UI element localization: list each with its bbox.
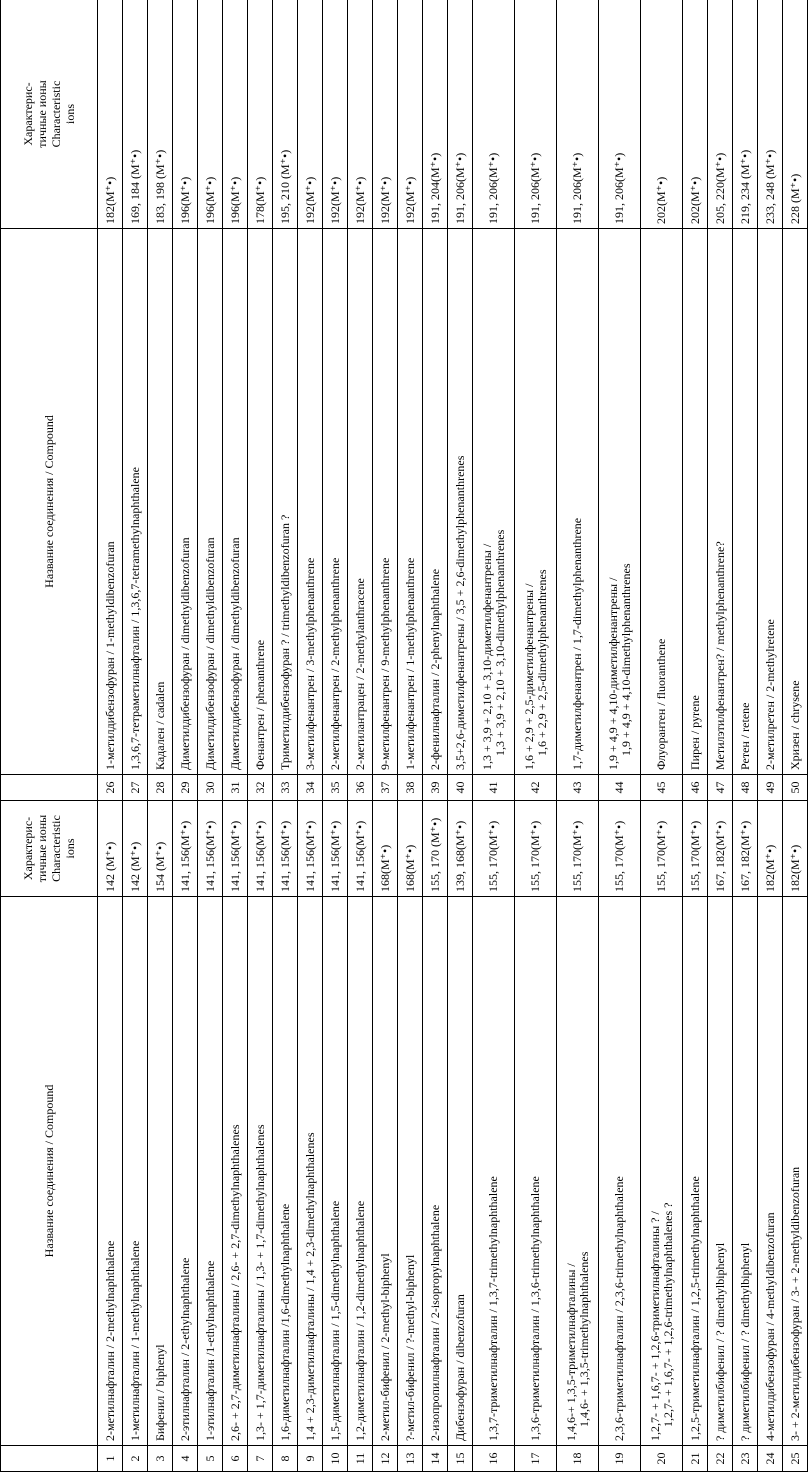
ions-header-line: Characteristic xyxy=(49,80,63,148)
compound-name-line: 1,6 + 2,9 + 2,5-dimethylphenanthrenes xyxy=(534,569,549,756)
row-number: 7 xyxy=(248,1446,273,1472)
compound-name xyxy=(148,229,173,775)
compound-name-line: 1,7-диметилфенантрен / 1,7-dimethylphenanthrene xyxy=(570,517,584,770)
compound-name xyxy=(273,897,298,1446)
compound-name-line: 1,5-диметилнафталин / 1,5-dimethylnaphthalene xyxy=(327,1200,342,1441)
compound-header: Название соединения / Compound xyxy=(1,897,98,1446)
compound-name xyxy=(423,229,448,775)
ions-header-line: ions xyxy=(63,838,77,859)
compound-name-line: 1,4,6-+ 1,3,5-триметилнафталины / xyxy=(563,1263,578,1441)
table-row xyxy=(98,0,123,1472)
compound-name xyxy=(248,229,273,775)
row-number: 35 xyxy=(323,775,348,801)
ions-header xyxy=(1,801,98,897)
table-row xyxy=(173,0,198,1472)
number-header xyxy=(1,775,98,801)
characteristic-ions: 191, 206(M⁺•) xyxy=(473,0,515,229)
characteristic-ions: 141, 156(M⁺•) xyxy=(298,801,323,897)
table-row xyxy=(323,0,348,1472)
characteristic-ions: 155, 170(M⁺•) xyxy=(641,801,683,897)
compound-name-line: 1,4,6- + 1,3,5-trimethylnaphthalenes xyxy=(576,1251,591,1427)
row-number: 39 xyxy=(423,775,448,801)
characteristic-ions: 141, 156(M⁺•) xyxy=(198,801,223,897)
compound-name-line: 9-метилфенантрен / 9-methylphenanthrene xyxy=(377,557,392,770)
compound-name-line: 2-этилнафталин / 2-ethylnaphthalene xyxy=(177,1257,192,1441)
row-number: 16 xyxy=(473,1446,515,1472)
compound-name xyxy=(641,897,683,1446)
characteristic-ions: 167, 182(M⁺•) xyxy=(733,801,758,897)
ions-header-line: ions xyxy=(63,104,77,125)
characteristic-ions: 219, 234 (M⁺•) xyxy=(733,0,758,229)
table-body xyxy=(98,0,808,1472)
compound-name-line: 1,3 + 3,9 + 2,10 + 3,10-диметилфенантрены / xyxy=(479,543,494,770)
row-number: 50 xyxy=(783,775,808,801)
compound-name-line: 1,2,7- + 1,6,7- + 1,2,6-trimethylnaphthalenes ? xyxy=(660,1202,675,1427)
compound-name-line: 1,2-диметилнафталин / 1,2-dimethylnaphthalene xyxy=(352,1200,367,1441)
characteristic-ions: 141, 156(M⁺•) xyxy=(323,801,348,897)
compound-name-line: 2,6- + 2,7-диметилнафталины / 2,6- + 2,7-dimethylnaphthalenes xyxy=(227,1124,242,1441)
compound-name xyxy=(223,229,248,775)
characteristic-ions: 202(M⁺•) xyxy=(641,0,683,229)
characteristic-ions: 155, 170(M⁺•) xyxy=(557,801,599,897)
compound-name xyxy=(708,229,733,775)
compound-name-line: Пирен / pyrene xyxy=(687,695,702,770)
table-row xyxy=(783,0,808,1472)
table-row xyxy=(348,0,373,1472)
row-number: 18 xyxy=(557,1446,599,1472)
compound-name-line: 1,6-диметилнафталин /1,6-dimethylnaphthalene xyxy=(277,1203,292,1441)
row-number: 40 xyxy=(448,775,473,801)
compound-name-line: 1,3,7-триметилнафталин / 1,3,7-trimethylnaphthalene xyxy=(486,1176,500,1441)
compound-name-line: 1,4 + 2,3-диметилнафталины / 1,4 + 2,3-dimethylnaphthalenes xyxy=(302,1132,317,1441)
compound-name-line: Хризен / chrysene xyxy=(787,680,802,770)
row-number: 47 xyxy=(708,775,733,801)
characteristic-ions: 142 (M⁺•) xyxy=(123,801,148,897)
compound-name xyxy=(398,897,423,1446)
compound-name-line: 3,5+2,6-диметилфенантрены / 3,5 + 2,6-dimethylphenanthrenes xyxy=(452,455,467,770)
compound-name xyxy=(173,897,198,1446)
compound-name xyxy=(98,229,123,775)
row-number: 28 xyxy=(148,775,173,801)
ions-header-line: тичные ионы xyxy=(35,814,49,883)
characteristic-ions: 154 (M⁺•) xyxy=(148,801,173,897)
compound-name-line: 1,3,6,7-тетраметилнафталин / 1,3,6,7-tetramethylnaphthalene xyxy=(127,467,142,770)
characteristic-ions: 196(M⁺•) xyxy=(198,0,223,229)
row-number: 21 xyxy=(683,1446,708,1472)
characteristic-ions: 155, 170(M⁺•) xyxy=(683,801,708,897)
compound-name-line: Диметилдибензофуран / dimethyldibenzofuran xyxy=(227,537,242,770)
characteristic-ions: 196(M⁺•) xyxy=(223,0,248,229)
compound-header: Название соединения / Compound xyxy=(1,229,98,775)
characteristic-ions: 228 (M⁺•) xyxy=(783,0,808,229)
characteristic-ions: 182(M⁺•) xyxy=(98,0,123,229)
compound-name-line: ?-метил-бифенил / ?-methyl-biphenyl xyxy=(402,1254,417,1441)
characteristic-ions: 191, 206(M⁺•) xyxy=(448,0,473,229)
compound-name xyxy=(448,229,473,775)
characteristic-ions: 141, 156(M⁺•) xyxy=(273,801,298,897)
characteristic-ions: 139, 168(M⁺•) xyxy=(448,801,473,897)
row-number: 3 xyxy=(148,1446,173,1472)
compound-name xyxy=(123,897,148,1446)
compound-name-line: Дибензофуран / dibenzofuran xyxy=(452,1294,467,1441)
characteristic-ions: 192(M⁺•) xyxy=(373,0,398,229)
table-row xyxy=(148,0,173,1472)
compound-name-line: 1-метилнафталин / 1-methylnaphthalene xyxy=(127,1240,142,1441)
compound-name xyxy=(733,897,758,1446)
compound-name xyxy=(758,897,783,1446)
compound-name-line: 1,2,5-триметилнафталин / 1,2,5-trimethylnaphthalene xyxy=(687,1176,702,1441)
table-row xyxy=(198,0,223,1472)
compound-name xyxy=(323,229,348,775)
characteristic-ions: 183, 198 (M⁺•) xyxy=(148,0,173,229)
compound-name xyxy=(98,897,123,1446)
characteristic-ions: 168(M⁺•) xyxy=(398,801,423,897)
row-number: 25 xyxy=(783,1446,808,1472)
characteristic-ions: 191, 204(M⁺•) xyxy=(423,0,448,229)
compound-name-line: 1-метилдибензофуран / 1-methyldibenzofuran xyxy=(102,541,117,770)
row-number: 38 xyxy=(398,775,423,801)
row-number: 26 xyxy=(98,775,123,801)
table-row xyxy=(423,0,448,1472)
compound-name-line: 1,2,7- + 1,6,7- + 1,2,6-триметилнафталины ? / xyxy=(647,1211,662,1441)
compound-name-line: ? диметилбифенил / ? dimethylbiphenyl xyxy=(737,1242,752,1441)
compound-name-line: Диметилдибензофуран / dimethyldibenzofuran xyxy=(202,537,217,770)
row-number: 34 xyxy=(298,775,323,801)
row-number: 42 xyxy=(515,775,557,801)
row-number: 32 xyxy=(248,775,273,801)
compound-name xyxy=(248,897,273,1446)
row-number: 23 xyxy=(733,1446,758,1472)
characteristic-ions: 182(M⁺•) xyxy=(783,801,808,897)
compound-name xyxy=(783,897,808,1446)
row-number: 33 xyxy=(273,775,298,801)
row-number: 31 xyxy=(223,775,248,801)
compound-name xyxy=(423,897,448,1446)
compound-name-line: 1,9 + 4,9 + 4,10-диметилфенантрены / xyxy=(605,577,620,770)
ions-header-line: Characteristic xyxy=(49,815,63,882)
row-number: 43 xyxy=(557,775,599,801)
compound-name xyxy=(398,229,423,775)
row-number: 4 xyxy=(173,1446,198,1472)
ions-header-line: тичные ионы xyxy=(35,80,49,148)
table-row xyxy=(273,0,298,1472)
compound-name xyxy=(758,229,783,775)
table-row xyxy=(599,0,641,1472)
row-number: 1 xyxy=(98,1446,123,1472)
row-number: 17 xyxy=(515,1446,557,1472)
compound-name xyxy=(448,897,473,1446)
characteristic-ions: 191, 206(M⁺•) xyxy=(515,0,557,229)
compound-name-line: Метилэтилфенантрен? / methylphenanthrene? xyxy=(712,541,727,770)
compound-name-line: Диметилдибензофуран / dimethyldibenzofuran xyxy=(177,537,192,770)
characteristic-ions: 191, 206(M⁺•) xyxy=(557,0,599,229)
compound-name xyxy=(373,229,398,775)
compound-name-line: Флуорантен / fluoranthene xyxy=(654,638,668,770)
characteristic-ions: 178(M⁺•) xyxy=(248,0,273,229)
compound-name xyxy=(599,229,641,775)
table-row xyxy=(733,0,758,1472)
row-number: 12 xyxy=(373,1446,398,1472)
table-row xyxy=(448,0,473,1472)
characteristic-ions: 192(M⁺•) xyxy=(348,0,373,229)
compound-name xyxy=(783,229,808,775)
compound-name xyxy=(683,897,708,1446)
row-number: 10 xyxy=(323,1446,348,1472)
compound-name xyxy=(683,229,708,775)
row-number: 49 xyxy=(758,775,783,801)
compound-name xyxy=(641,229,683,775)
compound-name xyxy=(708,897,733,1446)
table-row xyxy=(515,0,557,1472)
compound-name xyxy=(198,897,223,1446)
characteristic-ions: 155, 170(M⁺•) xyxy=(473,801,515,897)
compound-name-line: 3-метилфенантрен / 3-methylphenanthrene xyxy=(302,557,317,770)
row-number: 30 xyxy=(198,775,223,801)
compound-name xyxy=(373,897,398,1446)
table-row xyxy=(223,0,248,1472)
compound-name xyxy=(273,229,298,775)
row-number: 11 xyxy=(348,1446,373,1472)
compound-name xyxy=(298,897,323,1446)
row-number: 36 xyxy=(348,775,373,801)
characteristic-ions: 167, 182(M⁺•) xyxy=(708,801,733,897)
characteristic-ions: 168(M⁺•) xyxy=(373,801,398,897)
compound-name-line: ? диметилбифенил / ? dimethylbiphenyl xyxy=(712,1242,727,1441)
table-row xyxy=(298,0,323,1472)
characteristic-ions: 192(M⁺•) xyxy=(323,0,348,229)
row-number: 45 xyxy=(641,775,683,801)
compound-name xyxy=(323,897,348,1446)
row-number: 44 xyxy=(599,775,641,801)
row-number: 15 xyxy=(448,1446,473,1472)
characteristic-ions: 169, 184 (M⁺•) xyxy=(123,0,148,229)
row-number: 2 xyxy=(123,1446,148,1472)
compound-name-line: 1,6 + 2,9 + 2,5-диметилфенантрены / xyxy=(521,583,536,770)
compound-name-line: 2-метилантрацен / 2-methylanthracene xyxy=(352,578,367,770)
row-number: 27 xyxy=(123,775,148,801)
row-number: 48 xyxy=(733,775,758,801)
compound-name-line: 2-метил-бифенил / 2-methyl-biphenyl xyxy=(377,1253,392,1441)
characteristic-ions: 155, 170(M⁺•) xyxy=(599,801,641,897)
ions-header-line: Характерис- xyxy=(21,82,35,146)
characteristic-ions: 191, 206(M⁺•) xyxy=(599,0,641,229)
row-number: 13 xyxy=(398,1446,423,1472)
characteristic-ions: 142 (M⁺•) xyxy=(98,801,123,897)
compound-name xyxy=(123,229,148,775)
compound-name-line: 2-метилфенантрен / 2-methylphenanthrene xyxy=(327,557,342,770)
compound-name-line: 1-метилфенантрен / 1-methylphenanthrene xyxy=(402,557,417,770)
compound-name-line: Фенантрен / phenanthrene xyxy=(252,639,267,770)
compound-name-line: 2-метилнафталин / 2-methylnaphthalene xyxy=(102,1240,117,1441)
ions-header-line: Характерис- xyxy=(21,816,35,881)
row-number: 24 xyxy=(758,1446,783,1472)
characteristic-ions: 233, 248 (M⁺•) xyxy=(758,0,783,229)
characteristic-ions: 202(M⁺•) xyxy=(683,0,708,229)
compound-name xyxy=(223,897,248,1446)
compound-name xyxy=(733,229,758,775)
compound-name-line: Ретен / retene xyxy=(737,702,752,770)
compound-name-line: 1,3 + 3,9 + 2,10 + 3,10-dimethylphenanthrenes xyxy=(492,529,507,756)
compound-name-line: 2-фенилнафталин / 2-phenylnaphthalene xyxy=(427,568,442,770)
characteristic-ions: 195, 210 (M⁺•) xyxy=(273,0,298,229)
compound-name xyxy=(348,897,373,1446)
row-number: 5 xyxy=(198,1446,223,1472)
compound-name-line: 3- + 2-метилдибензофуран / 3- + 2-methyldibenzofuran xyxy=(787,1166,802,1441)
compound-name-line: Бифенил / biphenyl xyxy=(152,1344,167,1441)
compound-name xyxy=(298,229,323,775)
characteristic-ions: 192(M⁺•) xyxy=(398,0,423,229)
compound-name xyxy=(348,229,373,775)
compound-name-line: 1-этилнафталин /1-ethylnaphthalene xyxy=(202,1260,217,1441)
table-row xyxy=(641,0,683,1472)
ions-header xyxy=(1,0,98,229)
characteristic-ions: 155, 170 (M⁺•) xyxy=(423,801,448,897)
compound-name xyxy=(473,229,515,775)
characteristic-ions: 155, 170(M⁺•) xyxy=(515,801,557,897)
table-row xyxy=(683,0,708,1472)
row-number: 14 xyxy=(423,1446,448,1472)
table-row xyxy=(123,0,148,1472)
row-number: 46 xyxy=(683,775,708,801)
row-number: 41 xyxy=(473,775,515,801)
compound-name-line: 2-метилретен / 2-methylretene xyxy=(762,619,777,770)
characteristic-ions: 196(M⁺•) xyxy=(173,0,198,229)
compound-name-line: 2-изопропилнафталин / 2-isopropylnaphthalene xyxy=(427,1204,442,1441)
characteristic-ions: 141, 156(M⁺•) xyxy=(223,801,248,897)
compound-name-line: Триметилдибензофуран ? / trimethyldibenzofuran ? xyxy=(277,514,292,770)
header-row xyxy=(1,0,98,1472)
row-number: 9 xyxy=(298,1446,323,1472)
compound-name xyxy=(557,897,599,1446)
characteristic-ions: 141, 156(M⁺•) xyxy=(173,801,198,897)
compound-name xyxy=(515,229,557,775)
compound-name xyxy=(557,229,599,775)
table-row xyxy=(248,0,273,1472)
compound-name xyxy=(148,897,173,1446)
row-number: 6 xyxy=(223,1446,248,1472)
table-row xyxy=(758,0,783,1472)
table-row xyxy=(473,0,515,1472)
compound-name xyxy=(173,229,198,775)
compound-name-line: 1,3,6-триметилнафталин / 1,3,6-trimethylnaphthalene xyxy=(528,1176,542,1441)
compound-name xyxy=(515,897,557,1446)
compound-name-line: 4-метилдибензофуран / 4-methyldibenzofuran xyxy=(762,1212,777,1441)
compound-name-line: 1,9 + 4,9 + 4,10-dimethylphenanthrenes xyxy=(618,563,633,756)
compound-name xyxy=(599,897,641,1446)
compound-name xyxy=(473,897,515,1446)
compound-name-line: 1,3- + 1,7-диметилнафталины / 1,3- + 1,7-dimethylnaphthalenes xyxy=(252,1124,267,1441)
characteristic-ions: 205, 220(M⁺•) xyxy=(708,0,733,229)
compound-name xyxy=(198,229,223,775)
characteristic-ions: 141, 156(M⁺•) xyxy=(248,801,273,897)
compound-name-line: 2,3,6-триметилнафталин / 2,3,6-trimethylnaphthalene xyxy=(612,1176,626,1441)
table-row xyxy=(708,0,733,1472)
number-header xyxy=(1,1446,98,1472)
row-number: 19 xyxy=(599,1446,641,1472)
table-row xyxy=(557,0,599,1472)
compound-name-line: Кадален / cadalen xyxy=(152,681,167,770)
row-number: 22 xyxy=(708,1446,733,1472)
row-number: 20 xyxy=(641,1446,683,1472)
characteristic-ions: 182(M⁺•) xyxy=(758,801,783,897)
table-row xyxy=(398,0,423,1472)
row-number: 29 xyxy=(173,775,198,801)
table-row xyxy=(373,0,398,1472)
row-number: 8 xyxy=(273,1446,298,1472)
row-number: 37 xyxy=(373,775,398,801)
characteristic-ions: 141, 156(M⁺•) xyxy=(348,801,373,897)
characteristic-ions: 192(M⁺•) xyxy=(298,0,323,229)
